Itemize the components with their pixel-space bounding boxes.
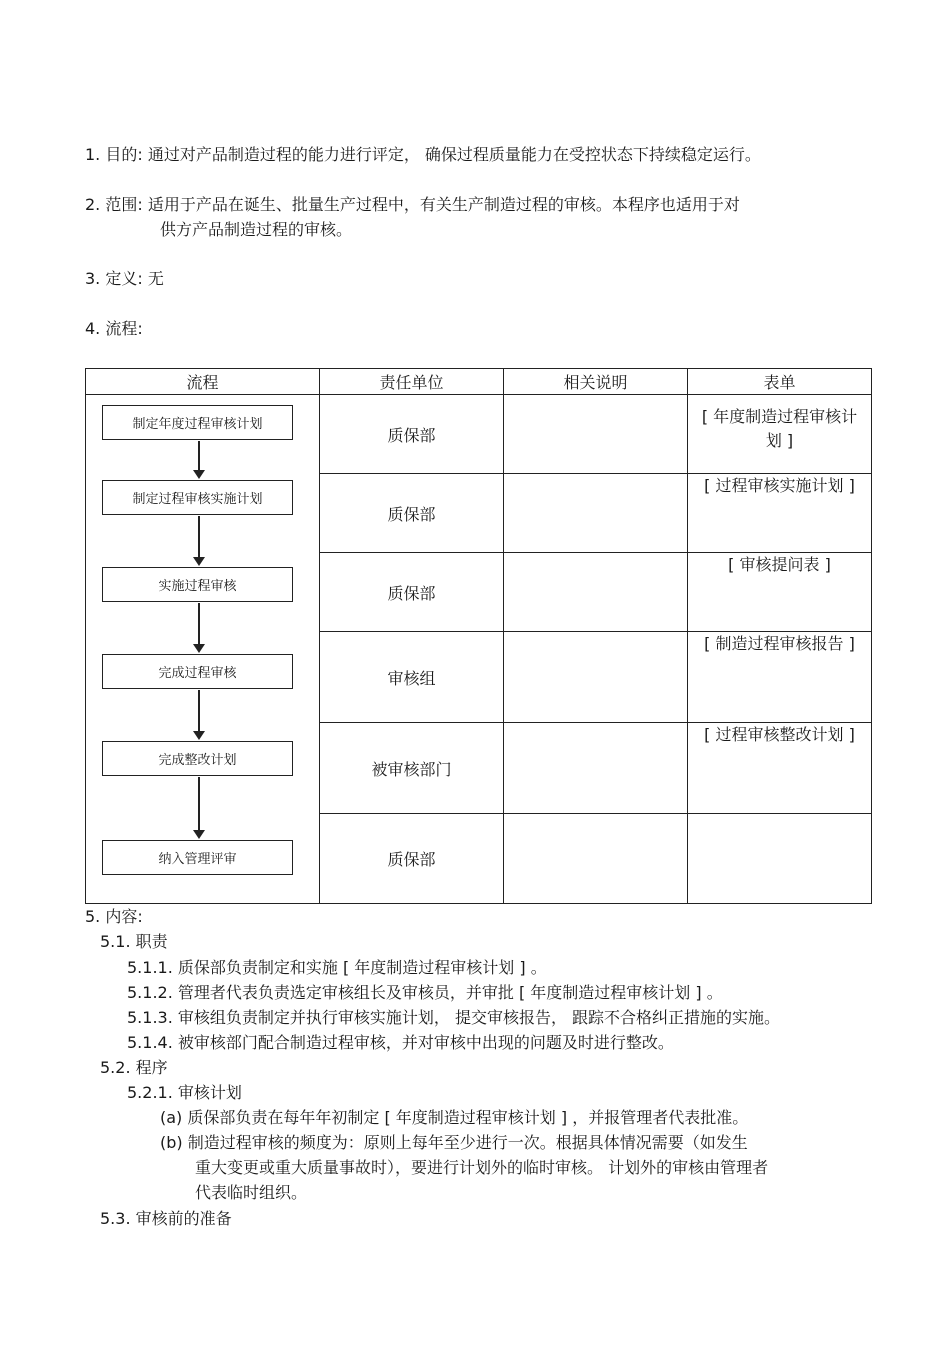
description-cell bbox=[504, 723, 688, 814]
header-description: 相关说明 bbox=[504, 369, 688, 395]
dept-cell: 审核组 bbox=[320, 632, 504, 723]
section-5-2-1: 5.2.1. 审核计划 bbox=[127, 1083, 242, 1102]
form-cell: [ 过程审核整改计划 ] bbox=[688, 723, 872, 814]
description-cell bbox=[504, 814, 688, 904]
form-cell: [ 审核提问表 ] bbox=[688, 553, 872, 632]
dept-cell: 质保部 bbox=[320, 474, 504, 553]
flowchart-cell bbox=[86, 395, 320, 904]
header-flow: 流程 bbox=[86, 369, 320, 395]
header-form: 表单 bbox=[688, 369, 872, 395]
flow-arrow bbox=[193, 690, 205, 740]
flow-arrow bbox=[193, 603, 205, 653]
dept-cell: 质保部 bbox=[320, 814, 504, 904]
dept-cell: 质保部 bbox=[320, 395, 504, 474]
content-title: 5. 内容: bbox=[85, 907, 143, 926]
section-5-1-4: 5.1.4. 被审核部门配合制造过程审核，并对审核中出现的问题及时进行整改。 bbox=[127, 1033, 674, 1052]
form-cell: [ 过程审核实施计划 ] bbox=[688, 474, 872, 553]
form-cell: [ 制造过程审核报告 ] bbox=[688, 632, 872, 723]
flow-step-conduct-audit: 实施过程审核 bbox=[102, 567, 293, 602]
description-cell bbox=[504, 632, 688, 723]
description-cell bbox=[504, 553, 688, 632]
flow-arrow bbox=[193, 516, 205, 566]
flow-step-annual-plan: 制定年度过程审核计划 bbox=[102, 405, 293, 440]
process-table bbox=[85, 368, 872, 904]
header-responsible-unit: 责任单位 bbox=[320, 369, 504, 395]
section-5-3-heading: 5.3. 审核前的准备 bbox=[100, 1209, 232, 1228]
item-b-line1: (b) 制造过程审核的频度为：原则上每年至少进行一次。根据具体情况需要（如发生 bbox=[160, 1133, 748, 1152]
flow-step-implementation-plan: 制定过程审核实施计划 bbox=[102, 480, 293, 515]
flow-step-rectification-plan: 完成整改计划 bbox=[102, 741, 293, 776]
flow-title: 4. 流程: bbox=[85, 319, 143, 338]
form-cell bbox=[688, 814, 872, 904]
scope-text-line2: 供方产品制造过程的审核。 bbox=[160, 220, 353, 239]
item-a: (a) 质保部负责在每年年初制定 [ 年度制造过程审核计划 ] ，并报管理者代表批准。 bbox=[160, 1108, 749, 1127]
item-b-line3: 代表临时组织。 bbox=[195, 1183, 308, 1202]
flow-arrow bbox=[193, 441, 205, 479]
dept-cell: 质保部 bbox=[320, 553, 504, 632]
description-cell bbox=[504, 395, 688, 474]
purpose-text: 1. 目的: 通过对产品制造过程的能力进行评定， 确保过程质量能力在受控状态下持续稳定运行。 bbox=[85, 145, 761, 164]
section-5-1-1: 5.1.1. 质保部负责制定和实施 [ 年度制造过程审核计划 ] 。 bbox=[127, 958, 547, 977]
definition-text: 3. 定义: 无 bbox=[85, 269, 164, 288]
dept-cell: 被审核部门 bbox=[320, 723, 504, 814]
section-5-2-heading: 5.2. 程序 bbox=[100, 1058, 168, 1077]
flow-step-management-review: 纳入管理评审 bbox=[102, 840, 293, 875]
item-b-line2: 重大变更或重大质量事故时），要进行计划外的临时审核。 计划外的审核由管理者 bbox=[195, 1158, 769, 1177]
flow-step-complete-audit: 完成过程审核 bbox=[102, 654, 293, 689]
scope-text-line1: 2. 范围: 适用于产品在诞生、批量生产过程中，有关生产制造过程的审核。本程序也适用于对 bbox=[85, 195, 740, 214]
section-5-1-heading: 5.1. 职责 bbox=[100, 932, 168, 951]
form-cell: [ 年度制造过程审核计划 ] bbox=[688, 395, 872, 474]
flow-arrow bbox=[193, 777, 205, 839]
description-cell bbox=[504, 474, 688, 553]
section-5-1-3: 5.1.3. 审核组负责制定并执行审核实施计划， 提交审核报告， 跟踪不合格纠正措施的实施。 bbox=[127, 1008, 781, 1027]
section-5-1-2: 5.1.2. 管理者代表负责选定审核组长及审核员，并审批 [ 年度制造过程审核计划 ] 。 bbox=[127, 983, 723, 1002]
